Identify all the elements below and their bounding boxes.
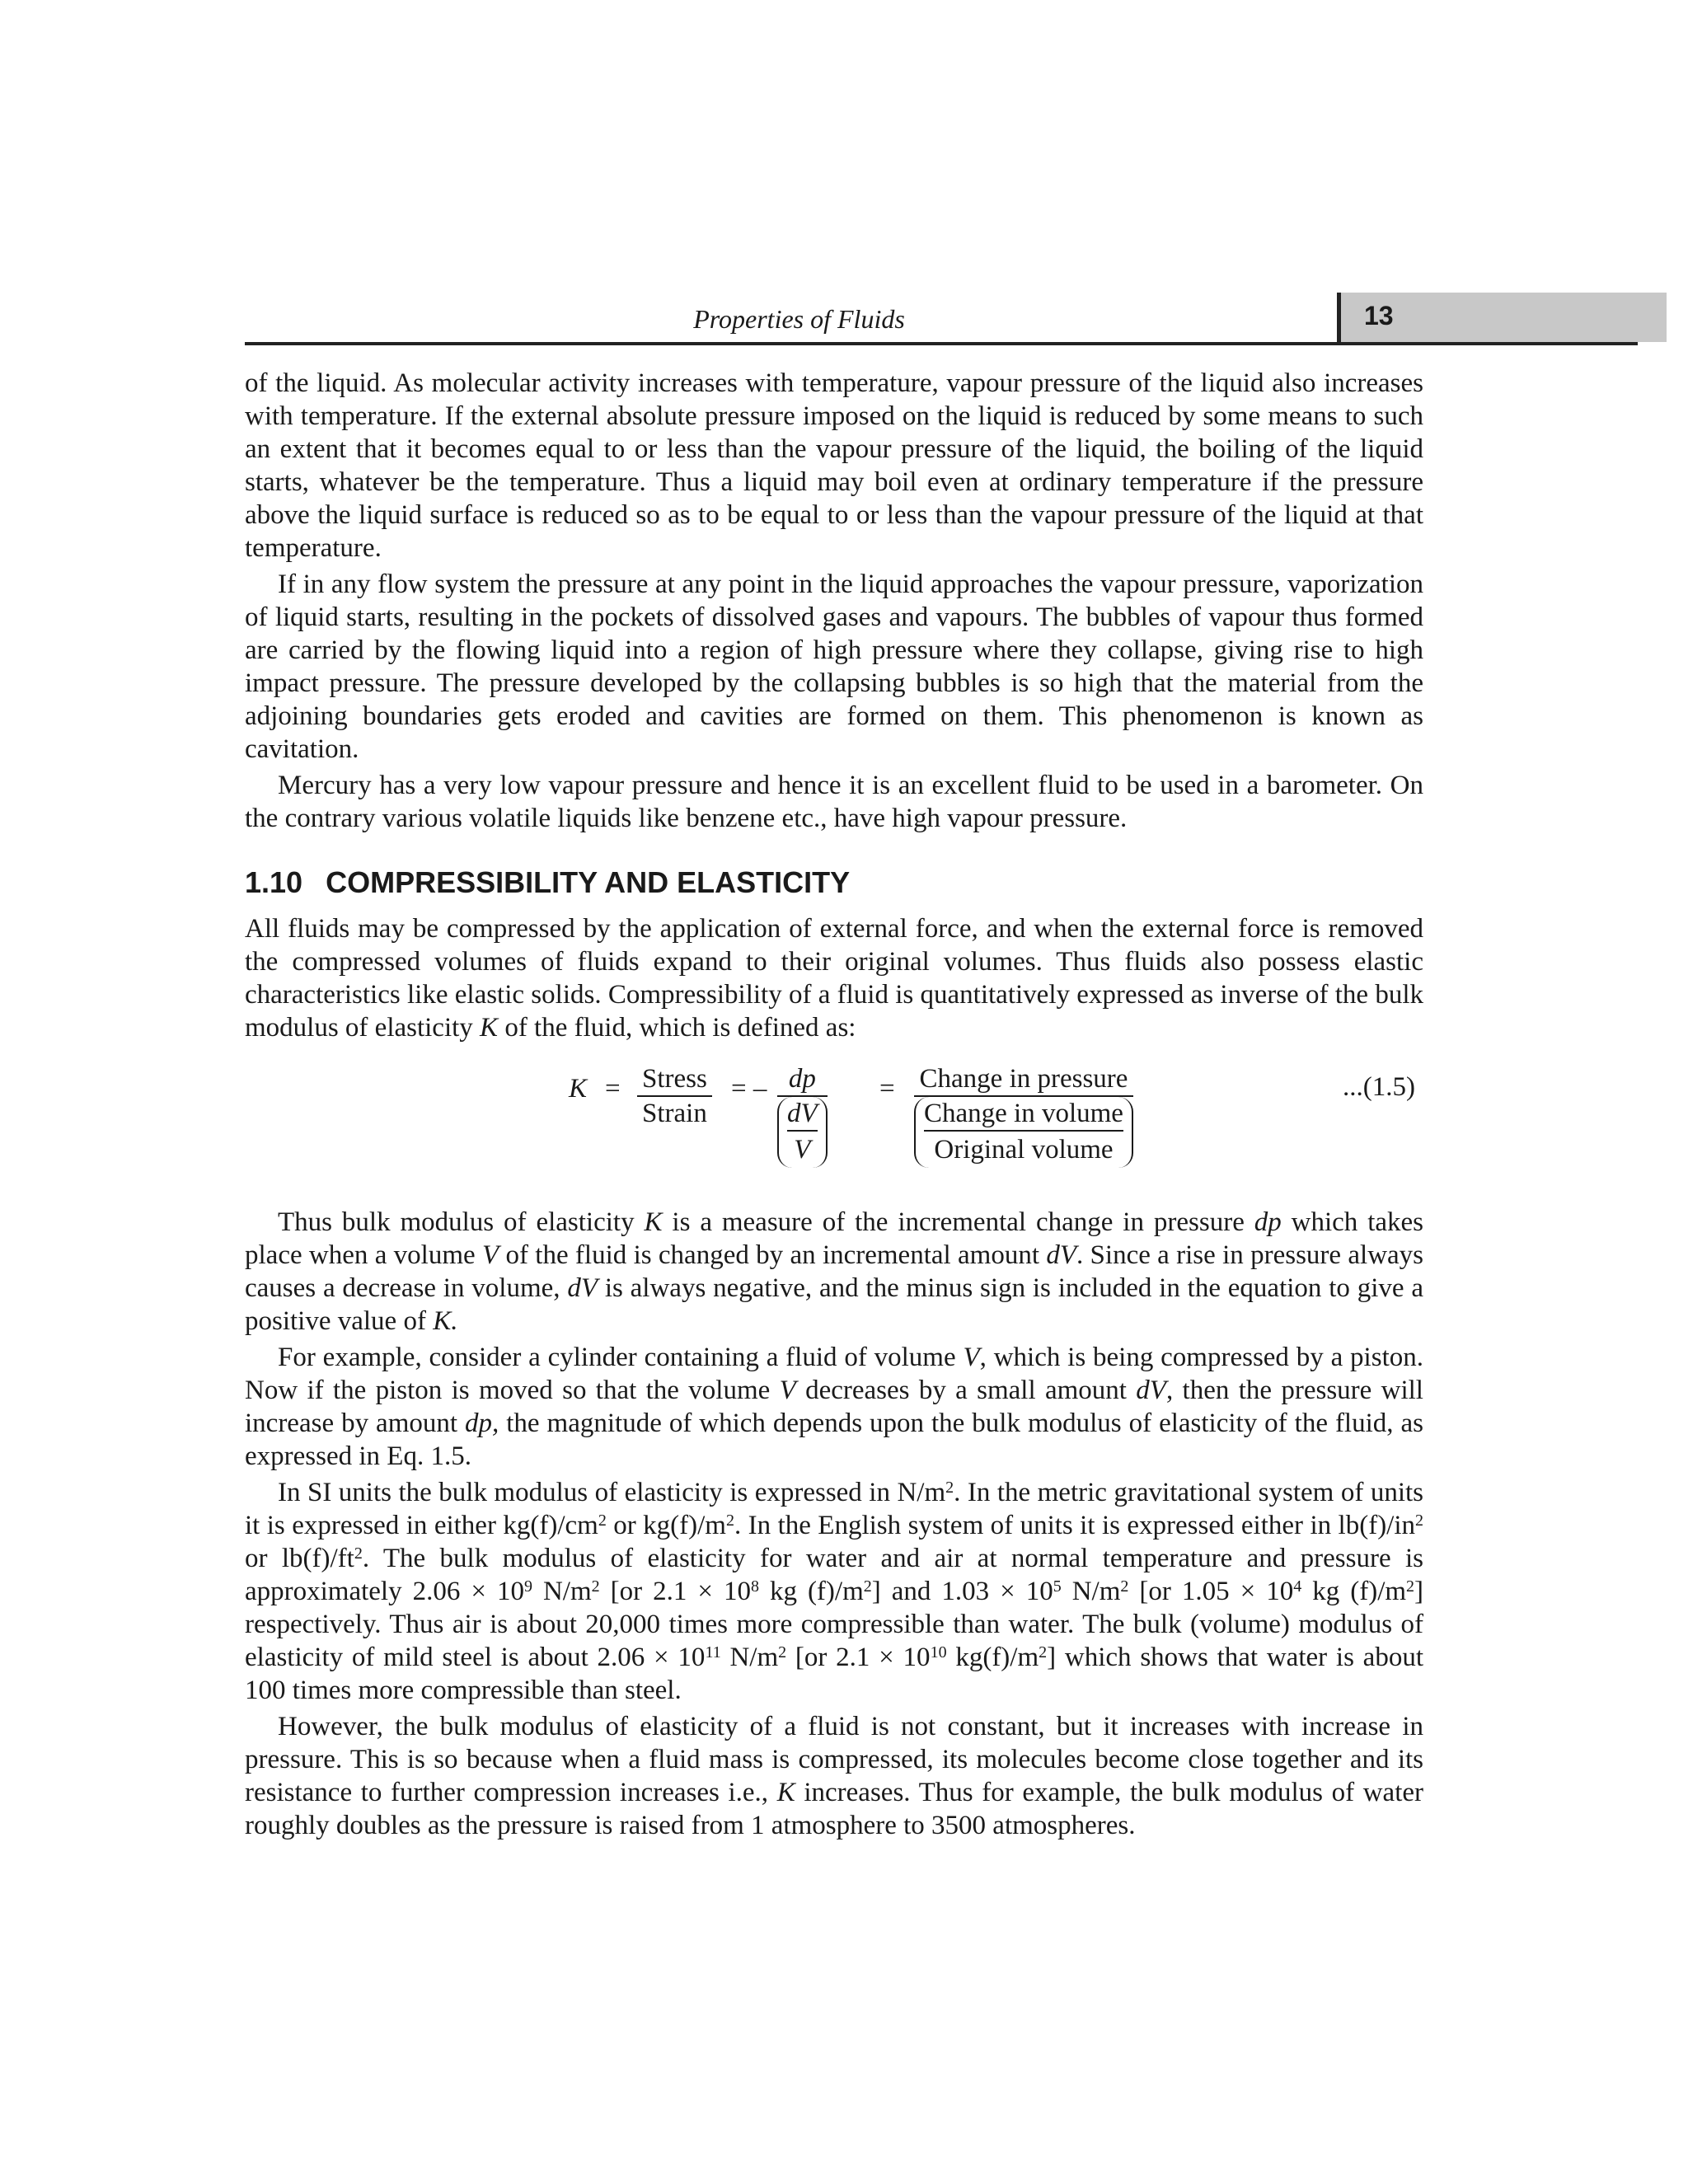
superscript: 2	[863, 1577, 872, 1596]
text-run: kg (f)/m	[758, 1577, 864, 1606]
paragraph-vapour-pressure: of the liquid. As molecular activity increases with temperature, vapour pressure of the liquid also increases with temperature. If the external absolute pressure imposed on the liquid is reduced by some means to such an extent that it becomes equal to or less than the vapour pressure of the liquid, the boiling of the liquid starts, whatever be the temperature. Thus a liquid may boil even at ordinary temperature if the pressure above the liquid surface is reduced so as to be equal to or less than the vapour pressure of the liquid at that temperature.	[245, 368, 1423, 563]
text-run: or kg(f)/m	[606, 1511, 726, 1540]
text-run: or lb(f)/ft	[245, 1544, 354, 1573]
page-tab-divider	[1337, 293, 1341, 345]
page-body	[245, 367, 1423, 1845]
text-run: . In the metric gravitational system of units it is expressed in either kg(f)/cm	[245, 1478, 1423, 1540]
text-run: However, the bulk modulus of elasticity of a fluid is not constant, but it increases with increase in pressure. This is so because when a fluid mass is compressed, its molecules become close together and its resistance to further compression increases i.e.,	[245, 1712, 1423, 1807]
text-run: N/m	[1061, 1577, 1121, 1606]
superscript: 2	[945, 1479, 954, 1497]
header-rule	[245, 342, 1638, 345]
section-number: 1.10	[245, 865, 303, 899]
superscript: 11	[705, 1643, 721, 1661]
section-heading	[245, 865, 1423, 901]
superscript: 4	[1293, 1577, 1302, 1596]
eq-equals-1: =	[605, 1074, 621, 1104]
text-run: Thus bulk modulus of elasticity	[278, 1207, 645, 1237]
text-run: is a measure of the incremental change in pressure	[662, 1207, 1254, 1237]
paragraph-cavitation: If in any flow system the pressure at any point in the liquid approaches the vapour pressure, vaporization of liquid starts, resulting in the pockets of dissolved gases and vapours. The bubbles of vapour thus formed are carried by the flowing liquid into a region of high pressure where they collapse, giving rise to high impact pressure. The pressure developed by the collapsing bubbles is so high that the material from the adjoining boundaries gets eroded and cavities are formed on them. This phenomenon is known as cavitation.	[245, 569, 1423, 764]
symbol-v: V	[779, 1376, 796, 1405]
paragraph-mercury: Mercury has a very low vapour pressure and hence it is an excellent fluid to be used in a barometer. On the contrary various volatile liquids like benzene etc., have high vapour pressure.	[245, 771, 1423, 833]
equation-bulk-modulus	[245, 1062, 1423, 1194]
fraction-dp-dv	[777, 1062, 828, 1168]
text-run: ] and 1.03 × 10	[871, 1577, 1053, 1606]
superscript: 2	[1039, 1643, 1048, 1661]
superscript: 10	[930, 1643, 947, 1661]
text-run: All fluids may be compressed by the application of external force, and when the external force is removed the compressed volumes of fluids expand to their original volumes. Thus fluids also possess elastic characteristics like elastic solids. Compressibility of a fluid is quantitatively expressed as inverse of the bulk modulus of elasticity	[245, 914, 1423, 1043]
text-run: ] respectively. Thus air is about 20,000 times more compressible than water. The bulk (volume) modulus of elasticity of mild steel is about 2.06 × 10	[245, 1577, 1424, 1672]
eq-dp: dp	[788, 1064, 816, 1094]
text-run: kg(f)/m	[946, 1643, 1039, 1672]
text-run: , which is being compressed by a piston. Now if the piston is moved so that the volume	[245, 1343, 1423, 1405]
symbol-k: K	[776, 1778, 795, 1807]
superscript: 8	[750, 1577, 759, 1596]
symbol-dv: dV	[1136, 1376, 1166, 1405]
text-run: the magnitude of which depends upon the bulk modulus of elasticity of the fluid, as expressed in Eq. 1.5.	[245, 1408, 1423, 1471]
text-run: of the fluid, which is defined as:	[498, 1013, 856, 1043]
paragraph-compressibility-intro	[245, 912, 1423, 1044]
symbol-dv: dV	[1046, 1240, 1076, 1270]
page-number-tab	[1337, 293, 1667, 342]
symbol-v: V	[482, 1240, 499, 1270]
symbol-v: V	[963, 1343, 980, 1372]
text-run: N/m	[532, 1577, 592, 1606]
text-run: . The bulk modulus of elasticity for water and air at normal temperature and pressure is approximately 2.06 × 10	[245, 1544, 1424, 1606]
superscript: 2	[725, 1511, 734, 1530]
superscript: 2	[1120, 1577, 1129, 1596]
text-run: , then the pressure will increase by amount	[245, 1376, 1423, 1438]
eq-original-volume: Original volume	[934, 1135, 1114, 1165]
superscript: 2	[591, 1577, 600, 1596]
eq-equals-3: =	[879, 1074, 895, 1104]
superscript: 2	[354, 1544, 363, 1563]
superscript: 5	[1053, 1577, 1062, 1596]
symbol-k: K	[480, 1013, 499, 1043]
text-run: [or 1.05 × 10	[1128, 1577, 1294, 1606]
paragraph-piston-example	[245, 1341, 1423, 1473]
text-run: which takes place when a volume	[245, 1207, 1424, 1270]
text-run: In SI units the bulk modulus of elasticity is expressed in N/m	[278, 1478, 946, 1507]
paragraph-si-units	[245, 1476, 1423, 1707]
superscript: 2	[598, 1511, 607, 1530]
text-run: kg (f)/m	[1301, 1577, 1407, 1606]
symbol-k: K	[644, 1207, 663, 1237]
superscript: 2	[1415, 1511, 1424, 1530]
text-run: N/m	[720, 1643, 779, 1672]
eq-change-pressure: Change in pressure	[914, 1062, 1133, 1097]
page-header	[245, 293, 1638, 346]
eq-change-volume: Change in volume	[924, 1097, 1123, 1132]
paren-volume-ratio	[914, 1097, 1133, 1168]
text-run: For example, consider a cylinder containing a fluid of volume	[278, 1343, 964, 1372]
text-run: [or 2.1 × 10	[599, 1577, 751, 1606]
text-run: is always negative, and the minus sign is included in the equation to give a positive value of	[245, 1273, 1423, 1336]
text-run: increases. Thus for example, the bulk modulus of water roughly doubles as the pressure is raised from 1 atmosphere to 3500 atmospheres.	[245, 1778, 1424, 1840]
paragraph-pressure-dependence	[245, 1710, 1423, 1842]
eq-strain: Strain	[642, 1099, 707, 1128]
running-title: Properties of Fluids	[693, 304, 905, 334]
eq-equals-minus: = –	[731, 1074, 767, 1104]
page-number: 13	[1364, 301, 1394, 330]
superscript: 9	[523, 1577, 532, 1596]
superscript: 2	[778, 1643, 787, 1661]
eq-dv: dV	[787, 1097, 818, 1132]
superscript: 2	[1406, 1577, 1415, 1596]
symbol-dp: dp	[1254, 1207, 1282, 1237]
symbol-dp: dp,	[465, 1408, 499, 1438]
text-run: . In the English system of units it is expressed either in lb(f)/in	[734, 1511, 1416, 1540]
eq-stress: Stress	[637, 1062, 712, 1097]
eq-lhs: K	[569, 1074, 588, 1104]
fraction-stress-strain	[637, 1062, 712, 1130]
eq-v: V	[794, 1135, 811, 1165]
text-run: . Since a rise in pressure always causes a decrease in volume,	[245, 1240, 1424, 1303]
text-run: ] which shows that water is about 100 times more compressible than steel.	[245, 1643, 1423, 1705]
text-run: [or 2.1 × 10	[786, 1643, 931, 1672]
section-title: COMPRESSIBILITY AND ELASTICITY	[326, 865, 851, 899]
paragraph-bulk-modulus-meaning	[245, 1206, 1423, 1338]
text-run: of the fluid is changed by an incremental amount	[499, 1240, 1047, 1270]
paren-dv-over-v	[777, 1097, 828, 1168]
fraction-pressure-volume	[914, 1062, 1133, 1168]
symbol-dv: dV	[567, 1273, 598, 1303]
symbol-k: K.	[433, 1306, 458, 1336]
equation-number: ...(1.5)	[1343, 1072, 1415, 1102]
text-run: decreases by a small amount	[795, 1376, 1137, 1405]
